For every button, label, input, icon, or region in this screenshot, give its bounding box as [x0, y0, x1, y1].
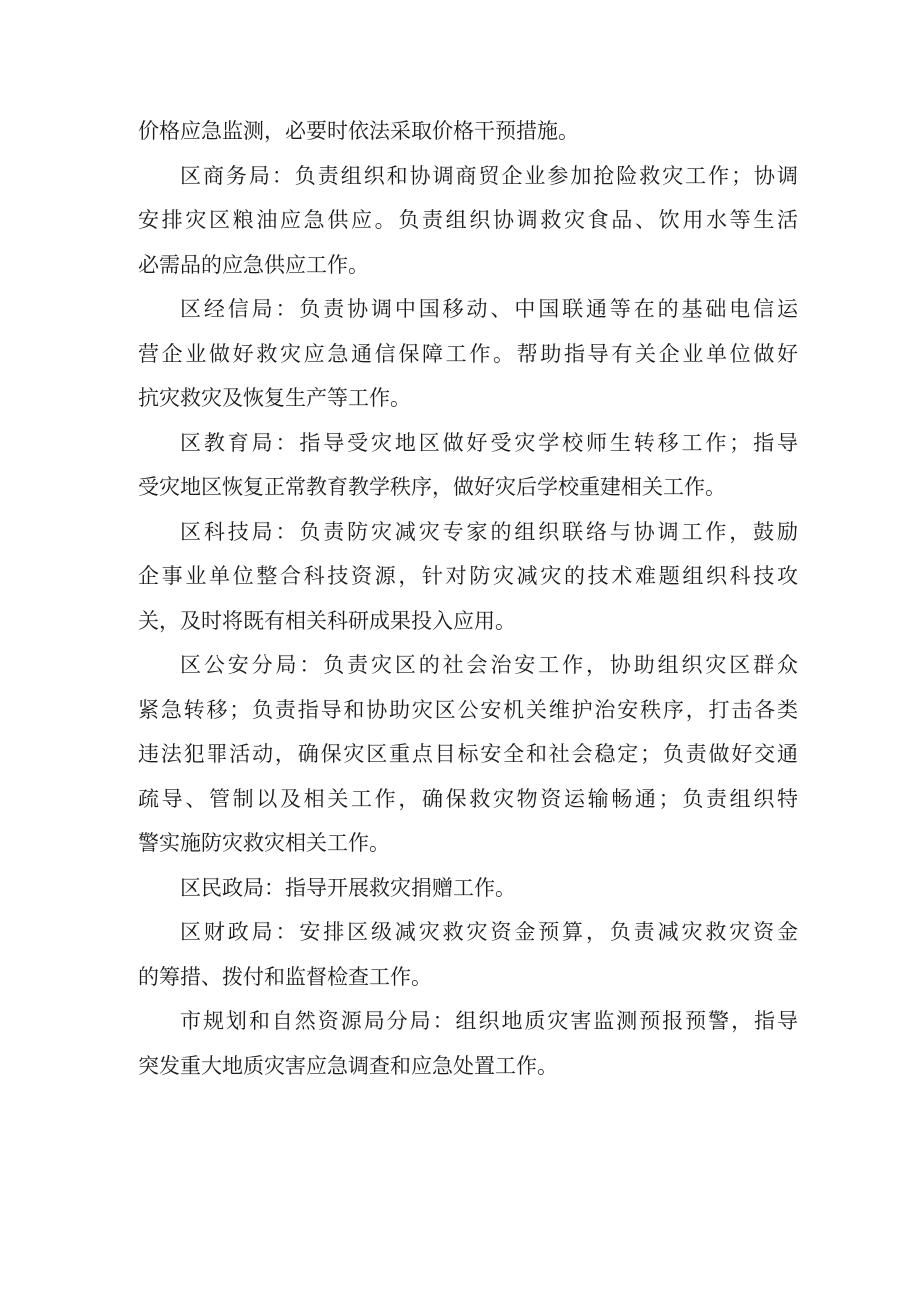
paragraph-finance-bureau: 区财政局：安排区级减灾救灾资金预算，负责减灾救灾资金 — [180, 920, 798, 944]
text-line: 紧急转移；负责指导和协助灾区公安机关维护治安秩序，打击各类 — [138, 697, 798, 722]
paragraph-science-tech-bureau: 区科技局：负责防灾减灾专家的组织联络与协调工作，鼓励 — [180, 519, 798, 544]
text-line: 价格应急监测，必要时依法采取价格干预措施。 — [138, 119, 579, 143]
text-line: 必需品的应急供应工作。 — [138, 252, 369, 277]
text-line: 违法犯罪活动，确保灾区重点目标安全和社会稳定；负责做好交通 — [138, 742, 798, 766]
text-line: 受灾地区恢复正常教育教学秩序，做好灾后学校重建相关工作。 — [138, 475, 726, 499]
text-line: 疏导、管制以及相关工作，确保救灾物资运输畅通；负责组织特 — [138, 786, 798, 811]
paragraph-commerce-bureau: 区商务局：负责组织和协调商贸企业参加抢险救灾工作；协调 — [180, 163, 798, 188]
paragraph-planning-resources-bureau: 市规划和自然资源局分局：组织地质灾害监测预报预警，指导 — [180, 1009, 798, 1033]
text-line: 突发重大地质灾害应急调查和应急处置工作。 — [138, 1053, 558, 1078]
text-line: 警实施防灾救灾相关工作。 — [138, 831, 390, 855]
text-line: 营企业做好救灾应急通信保障工作。帮助指导有关企业单位做好 — [138, 341, 798, 366]
text-line: 安排灾区粮油应急供应。负责组织协调救灾食品、饮用水等生活 — [138, 208, 798, 232]
text-line: 的筹措、拨付和监督检查工作。 — [138, 964, 432, 989]
document-body — [138, 109, 798, 1088]
paragraph-economy-info-bureau: 区经信局：负责协调中国移动、中国联通等在的基础电信运 — [180, 297, 798, 321]
paragraph-civil-affairs-bureau: 区民政局：指导开展救灾捐赠工作。 — [180, 875, 516, 900]
text-line: 抗灾救灾及恢复生产等工作。 — [138, 386, 411, 410]
paragraph-education-bureau: 区教育局：指导受灾地区做好受灾学校师生转移工作；指导 — [180, 430, 798, 455]
text-line: 关，及时将既有相关科研成果投入应用。 — [138, 608, 516, 633]
text-line: 企事业单位整合科技资源，针对防灾减灾的技术难题组织科技攻 — [138, 564, 798, 588]
paragraph-public-security-bureau: 区公安分局：负责灾区的社会治安工作，协助组织灾区群众 — [180, 653, 798, 677]
